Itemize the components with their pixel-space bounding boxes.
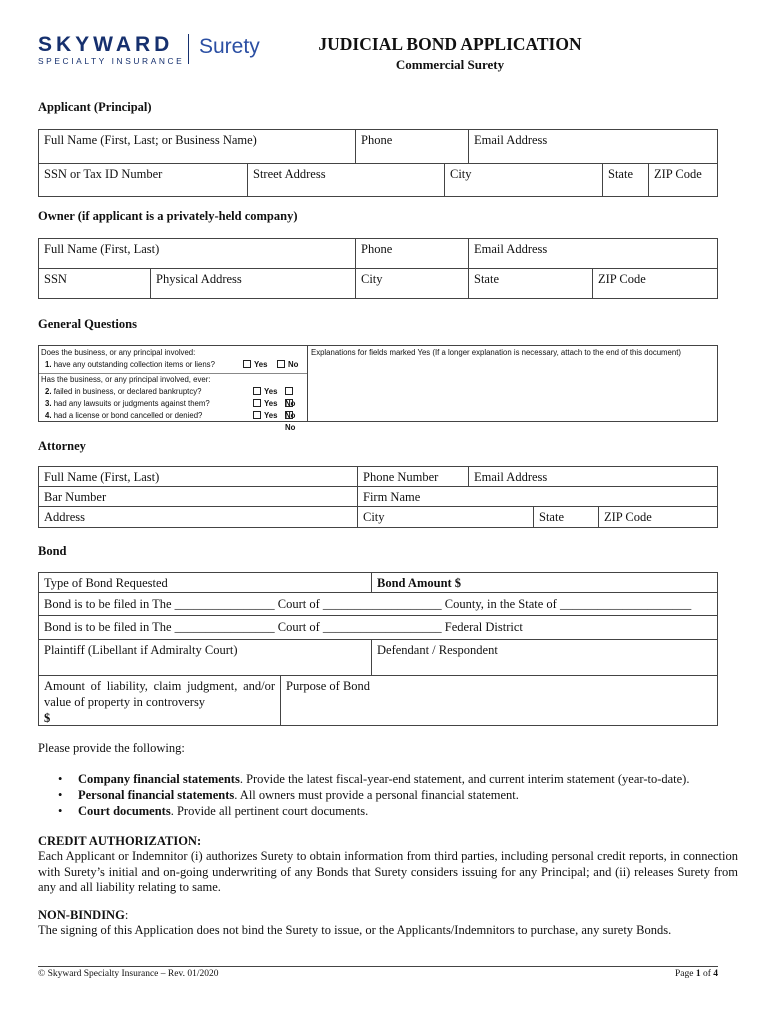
field-label: Type of Bond Requested (44, 576, 168, 590)
field-label: Full Name (First, Last; or Business Name) (44, 133, 257, 147)
owner-city-field[interactable] (355, 268, 469, 299)
bullet-icon: • (58, 772, 63, 786)
logo-divider (188, 34, 189, 64)
question-intro-1: Does the business, or any principal involved: (41, 348, 196, 357)
field-label: ZIP Code (604, 510, 652, 524)
field-label: Address (44, 510, 85, 524)
applicant-email-field[interactable] (468, 129, 718, 164)
field-label: Full Name (First, Last) (44, 242, 160, 256)
attorney-bar-number-field[interactable] (38, 486, 358, 507)
applicant-state-field[interactable] (602, 163, 649, 197)
owner-phone-field[interactable] (355, 238, 469, 269)
applicant-city-field[interactable] (444, 163, 603, 197)
owner-heading: Owner (if applicant is a privately-held company) (38, 209, 298, 223)
question-row-2: 2. failed in business, or declared bankruptcy? Yes No (41, 386, 305, 398)
checkbox-icon (253, 387, 261, 395)
checkbox-icon (285, 411, 293, 419)
field-label: Bond Amount $ (377, 576, 462, 590)
non-binding-heading: NON-BINDING: (38, 908, 129, 922)
applicant-heading: Applicant (Principal) (38, 100, 152, 114)
applicant-zip-field[interactable] (648, 163, 718, 197)
credit-authorization-heading: CREDIT AUTHORIZATION: (38, 834, 202, 848)
field-label: State (539, 510, 564, 524)
purpose-of-bond-field[interactable] (280, 675, 718, 726)
document-title: JUDICIAL BOND APPLICATION (318, 34, 582, 54)
field-label: Phone (361, 242, 393, 256)
attorney-full-name-field[interactable] (38, 466, 358, 487)
bullet-icon: • (58, 788, 63, 802)
footer-copyright: © Skyward Specialty Insurance – Rev. 01/2020 (38, 969, 219, 979)
question-4-text: had a license or bond cancelled or denied? (53, 411, 203, 420)
field-label: Bond is to be filed in The ________________ Court of ___________________ Federal District (44, 620, 523, 634)
question-row-4: 4. had a license or bond cancelled or denied? Yes No (41, 410, 305, 422)
bond-type-field[interactable] (38, 572, 372, 593)
field-label: Firm Name (363, 490, 421, 504)
bond-amount-field[interactable] (371, 572, 718, 593)
field-label: Purpose of Bond (286, 679, 371, 693)
field-label: ZIP Code (598, 272, 646, 286)
applicant-street-field[interactable] (247, 163, 445, 197)
checkbox-icon (285, 387, 293, 395)
field-label: State (608, 167, 633, 181)
field-label: Physical Address (156, 272, 242, 286)
question-1-text: have any outstanding collection items or liens? (53, 360, 215, 369)
q4-yes-checkbox[interactable]: Yes (253, 410, 277, 422)
field-label: Street Address (253, 167, 326, 181)
provide-intro: Please provide the following: (38, 741, 185, 755)
owner-state-field[interactable] (468, 268, 593, 299)
page-number: Page 1 of 4 (674, 969, 718, 979)
field-label: Phone Number (363, 470, 439, 484)
attorney-address-field[interactable] (38, 506, 358, 528)
field-label: City (361, 272, 383, 286)
field-label: Email Address (474, 470, 548, 484)
field-label: Amount of liability, claim judgment, and/or value of property in controversy (44, 679, 275, 709)
field-label: SSN or Tax ID Number (44, 167, 163, 181)
owner-ssn-field[interactable] (38, 268, 151, 299)
field-label: Phone (361, 133, 393, 147)
owner-physical-address-field[interactable] (150, 268, 356, 299)
question-row-1: 1. have any outstanding collection items or liens? Yes No (45, 360, 299, 369)
non-binding-text: The signing of this Application does not bind the Surety to issue, or the Applicants/Indemnitors to purchase, any surety Bonds. (38, 923, 672, 937)
question-2-text: failed in business, or declared bankruptcy? (53, 387, 202, 396)
attorney-phone-field[interactable] (357, 466, 469, 487)
company-logo (38, 34, 184, 66)
question-intro-2: Has the business, or any principal involved, ever: (39, 373, 307, 386)
logo-tagline: SPECIALTY INSURANCE (38, 56, 185, 66)
q3-no-checkbox[interactable]: No (285, 398, 305, 422)
checkbox-icon (253, 399, 261, 407)
bond-filed-federal-field[interactable] (38, 615, 718, 640)
q3-yes-checkbox[interactable]: Yes (253, 398, 277, 410)
owner-email-field[interactable] (468, 238, 718, 269)
checkbox-icon (243, 360, 251, 368)
field-label: State (474, 272, 499, 286)
owner-full-name-field[interactable] (38, 238, 356, 269)
field-label: ZIP Code (654, 167, 702, 181)
attorney-heading: Attorney (38, 439, 86, 453)
liability-amount-field[interactable] (38, 675, 281, 726)
question-3-text: had any lawsuits or judgments against them? (53, 399, 210, 408)
q2-yes-checkbox[interactable]: Yes (253, 386, 277, 398)
q4-no-checkbox[interactable]: No (285, 410, 305, 434)
field-label: SSN (44, 272, 67, 286)
attorney-city-field[interactable] (357, 506, 534, 528)
bond-filed-state-field[interactable] (38, 592, 718, 616)
general-questions-heading: General Questions (38, 317, 137, 331)
footer-divider (38, 966, 718, 967)
attorney-firm-name-field[interactable] (357, 486, 718, 507)
q1-yes-checkbox[interactable]: Yes (243, 359, 267, 371)
field-label: Full Name (First, Last) (44, 470, 160, 484)
document-subtitle: Commercial Surety (395, 57, 505, 72)
bond-heading: Bond (38, 544, 67, 558)
explanations-field[interactable] (307, 345, 718, 422)
owner-zip-field[interactable] (592, 268, 718, 299)
field-label: Email Address (474, 242, 548, 256)
general-questions-box (38, 345, 308, 432)
checkbox-icon (277, 360, 285, 368)
field-label: City (363, 510, 385, 524)
applicant-full-name-field[interactable] (38, 129, 356, 164)
field-label: Bond is to be filed in The ________________ Court of ___________________ County, in the State of _____________________ (44, 597, 692, 611)
field-label: Defendant / Respondent (377, 643, 498, 657)
field-label: Bar Number (44, 490, 107, 504)
attorney-email-field[interactable] (468, 466, 718, 487)
attorney-zip-field[interactable] (598, 506, 718, 528)
plaintiff-field[interactable] (38, 639, 372, 676)
field-label: Plaintiff (Libellant if Admiralty Court) (44, 643, 238, 657)
logo-wordmark: SKYWARD (38, 33, 174, 56)
logo-surety: Surety (199, 35, 260, 58)
dollar-sign: $ (44, 711, 51, 725)
defendant-field[interactable] (371, 639, 718, 676)
bullet-icon: • (58, 804, 63, 818)
q2-no-checkbox[interactable]: No (285, 386, 305, 410)
applicant-phone-field[interactable] (355, 129, 469, 164)
attorney-state-field[interactable] (533, 506, 599, 528)
applicant-ssn-field[interactable] (38, 163, 248, 197)
q1-no-checkbox[interactable]: No (277, 359, 298, 371)
field-label: Explanations for fields marked Yes (If a longer explanation is necessary, attach to the end of this document) (311, 348, 681, 357)
credit-authorization-text: Each Applicant or Indemnitor (i) authorizes Surety to obtain information from third parties, including personal credit reports, in connection with Surety’s initial and on-going underwriting of any Bonds that Surety considers issuing for any Principal; and (ii) releases Surety from any and all liability relating to same. (38, 849, 738, 894)
question-row-3: 3. had any lawsuits or judgments against them? Yes No (41, 398, 305, 410)
checkbox-icon (285, 399, 293, 407)
field-label: Email Address (474, 133, 548, 147)
checkbox-icon (253, 411, 261, 419)
field-label: City (450, 167, 472, 181)
